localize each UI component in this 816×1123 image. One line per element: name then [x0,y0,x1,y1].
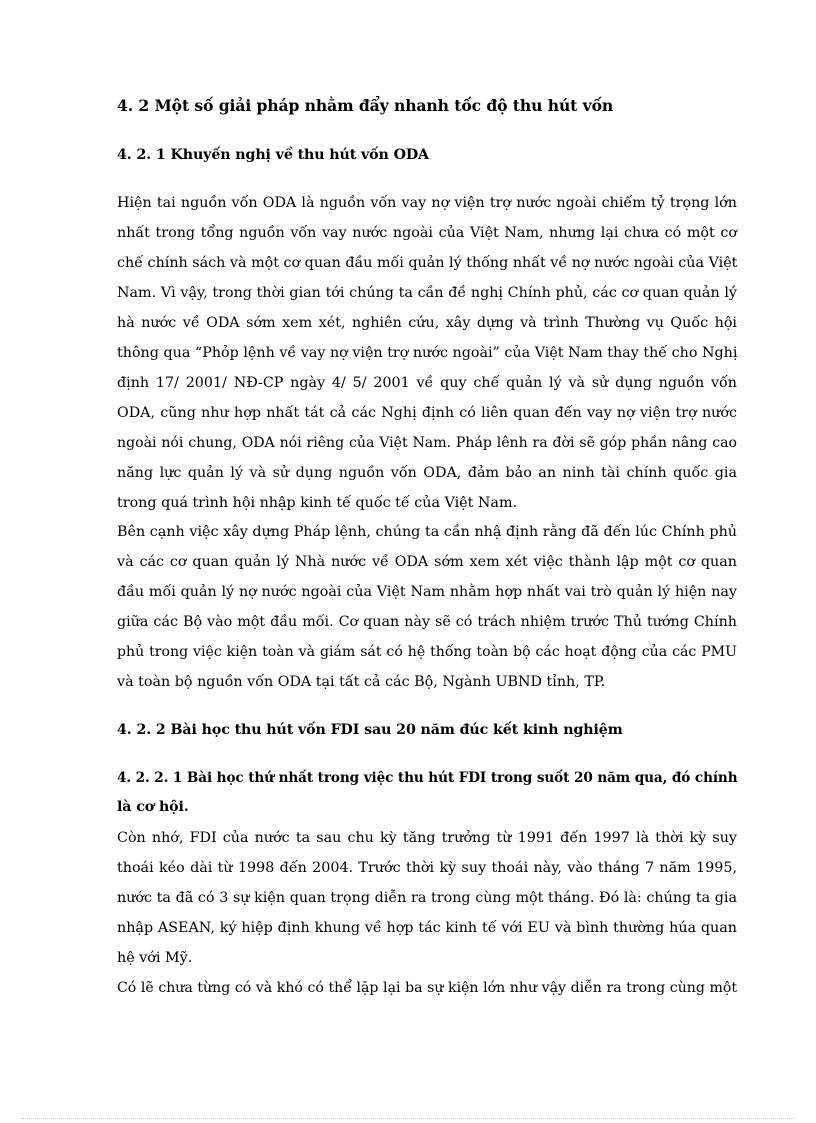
text-line: thông qua “Phỏp lệnh về vay nợ viện trợ nước ngoài” của Việt Nam thay thế cho Nghị [117,345,738,361]
section-title: 4. 2 Một số giải pháp nhằm đẩy nhanh tốc độ thu hút vốn [117,96,614,115]
text-line: năng lực quản lý và sử dụng nguồn vốn ODA, đảm bảo an ninh tài chính quốc gia [117,465,737,481]
text-line: phủ trong việc kiện toàn và giám sát có hệ thống toàn bộ các hoạt động của các PMU [117,644,737,660]
text-line: hệ với Mỹ. [117,950,193,966]
subsubsection-title-line1: 4. 2. 2. 1 Bài học thứ nhất trong việc thu hút FDI trong suốt 20 năm qua, đó chính [117,770,738,786]
text-line: Còn nhớ, FDI của nước ta sau chu kỳ tăng trưởng từ 1991 đến 1997 là thời kỳ suy [117,830,737,846]
text-line: và toàn bộ nguồn vốn ODA tại tất cả các Bộ, Ngành UBND tỉnh, TP. [117,674,606,690]
text-line: Hiện tai nguồn vốn ODA là nguồn vốn vay nợ viện trợ nước ngoài chiếm tỷ trọng lớn [117,195,737,211]
text-line: giữa các Bộ vào một đầu mối. Cơ quan này sẽ có trách nhiệm trước Thủ tướng Chính [117,614,737,630]
text-line: ODA, cũng như hợp nhất tát cả các Nghị định có liên quan đến vay nợ viện trợ nước [117,405,737,421]
subsection-title-fdi: 4. 2. 2 Bài học thu hút vốn FDI sau 20 năm đúc kết kinh nghiệm [117,722,623,738]
text-line: nhất trong tổng nguồn vốn vay nước ngoài của Việt Nam, nhưng lại chưa có một cơ [117,225,737,241]
text-line: chế chính sách và một cơ quan đầu mối quản lý thống nhất về nợ nước ngoài của Việt [117,255,738,271]
subsubsection-title-line2: là cơ hội. [117,799,189,815]
text-line: nước ta đã có 3 sự kiện quan trọng diễn ra trong cùng một tháng. Đó là: chúng ta gia [117,890,737,906]
text-line: đầu mối quản lý nợ nước ngoài của Việt Nam nhằm hợp nhất vai trò quản lý hiện nay [117,584,737,600]
text-line: Có lẽ chưa từng có và khó có thể lặp lại ba sự kiện lớn như vậy diễn ra trong cùng một [117,980,737,996]
text-line: định 17/ 2001/ NĐ-CP ngày 4/ 5/ 2001 về quy chế quản lý và sử dụng nguồn vốn [117,375,737,391]
text-line: và các cơ quan quản lý Nhà nước về ODA sớm xem xét việc thành lập một cơ quan [117,554,737,570]
text-line: Bên cạnh việc xây dựng Pháp lệnh, chúng ta cần nhậ định rằng đã đến lúc Chính phủ [117,524,737,540]
text-line: trong quá trình hội nhập kinh tế quốc tế của Việt Nam. [117,495,518,511]
text-line: nhập ASEAN, ký hiệp định khung về hợp tác kinh tế với EU và bình thường húa quan [117,920,737,936]
text-line: ngoài nói chung, ODA nói riêng của Việt Nam. Pháp lênh ra đời sẽ góp phần nâng cao [117,435,737,451]
text-line: hà nước về ODA sớm xem xét, nghiên cứu, xây dựng và trình Thường vụ Quốc hội [117,315,737,331]
text-line: Nam. Vì vậy, trong thời gian tới chúng ta cần đề nghị Chính phủ, các cơ quan quản lý [117,285,737,301]
text-line: thoái kéo dài từ 1998 đến 2004. Trước thời kỳ suy thoái này, vào tháng 7 năm 1995, [117,860,737,876]
page-bottom-divider [22,1118,794,1119]
subsection-title-oda: 4. 2. 1 Khuyến nghị về thu hút vốn ODA [117,147,429,163]
